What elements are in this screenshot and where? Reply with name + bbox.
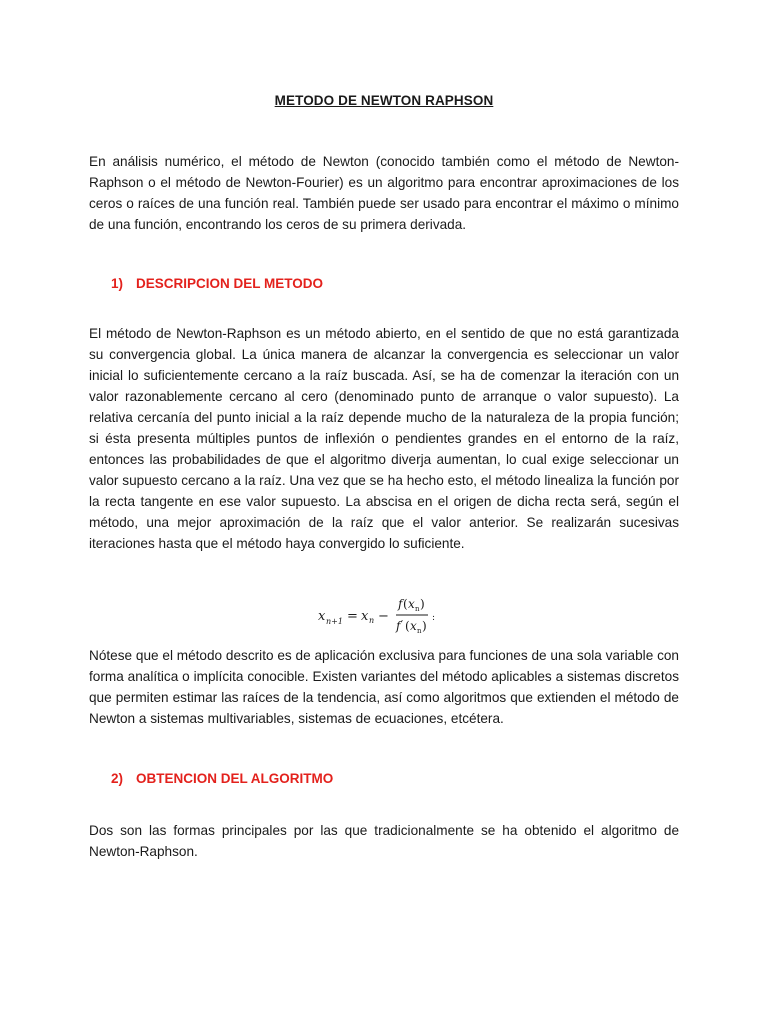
- section-2-number: 2): [111, 771, 124, 786]
- formula-numerator-open-paren: (: [403, 597, 408, 611]
- formula-denominator-open-paren: (: [405, 619, 410, 633]
- formula-denominator-x: x: [410, 619, 417, 633]
- formula-numerator-subscript: n: [415, 605, 420, 613]
- section-1-paragraph-2: Nótese que el método descrito es de aplicación exclusiva para funciones de una sola variable con forma analítica o implícita conocible. Existen variantes del método aplicables a sistemas discretos que permiten estimar las raíces de la tendencia, así como algoritmos que extienden el método de Newton a sistemas multivariables, sistemas de ecuaciones, etcétera.: [89, 648, 679, 726]
- formula-numerator-close-paren: ): [420, 597, 425, 611]
- formula-equals: =: [347, 609, 358, 624]
- formula-trailing-colon: :: [432, 613, 436, 623]
- section-2-heading: [111, 771, 333, 786]
- formula-xn: x: [361, 609, 369, 624]
- formula-lhs-x: x: [318, 609, 326, 624]
- section-1-paragraph-1: El método de Newton-Raphson es un método abierto, en el sentido de que no está garantizada su convergencia global. La única manera de alcanzar la convergencia es seleccionar un valor inicial lo suficientemente cercano a la raíz buscada. Así, se ha de comenzar la iteración con un valor razonablemente cercano al cero (denominado punto de arranque o valor supuesto). La relativa cercanía del punto inicial a la raíz depende mucho de la naturaleza de la propia función; si ésta presenta múltiples puntos de inflexión o pendientes grandes en el entorno de la raíz, entonces las probabilidades de que el algoritmo diverja aumentan, lo cual exige seleccionar un valor supuesto cercano a la raíz. Una vez que se ha hecho esto, el método linealiza la función por la recta tangente en ese valor supuesto. La abscisa en el origen de dicha recta será, según el método, una mejor aproximación de la raíz que el valor anterior. Se realizarán sucesivas iteraciones hasta que el método haya convergido lo suficiente.: [89, 326, 679, 551]
- section-2-title: OBTENCION DEL ALGORITMO: [136, 771, 334, 786]
- formula-xn-subscript: n: [369, 616, 375, 625]
- formula-denominator-subscript: n: [417, 627, 422, 635]
- section-2-paragraph-1: Dos son las formas principales por las que tradicionalmente se ha obtenido el algoritmo de Newton-Raphson.: [89, 823, 679, 859]
- formula-lhs-subscript: n+1: [326, 617, 343, 626]
- formula-numerator-f: f: [398, 597, 403, 611]
- formula-numerator-x: x: [408, 597, 415, 611]
- formula-denominator-close-paren: ): [422, 619, 427, 633]
- document-title: METODO DE NEWTON RAPHSON: [274, 93, 494, 108]
- formula-denominator-prime: ′: [401, 620, 404, 630]
- newton-raphson-formula: [318, 592, 438, 638]
- formula-denominator-f: f: [396, 619, 401, 633]
- section-1-title: DESCRIPCION DEL METODO: [136, 276, 324, 291]
- section-1-number: 1): [111, 276, 124, 291]
- intro-paragraph: En análisis numérico, el método de Newton (conocido también como el método de Newton-Raphson o el método de Newton-Fourier) es un algoritmo para encontrar aproximaciones de los ceros o raíces de una función real. También puede ser usado para encontrar el máximo o mínimo de una función, encontrando los ceros de su primera derivada.: [89, 154, 679, 232]
- section-1-heading: [111, 276, 323, 291]
- formula-minus: −: [378, 609, 389, 624]
